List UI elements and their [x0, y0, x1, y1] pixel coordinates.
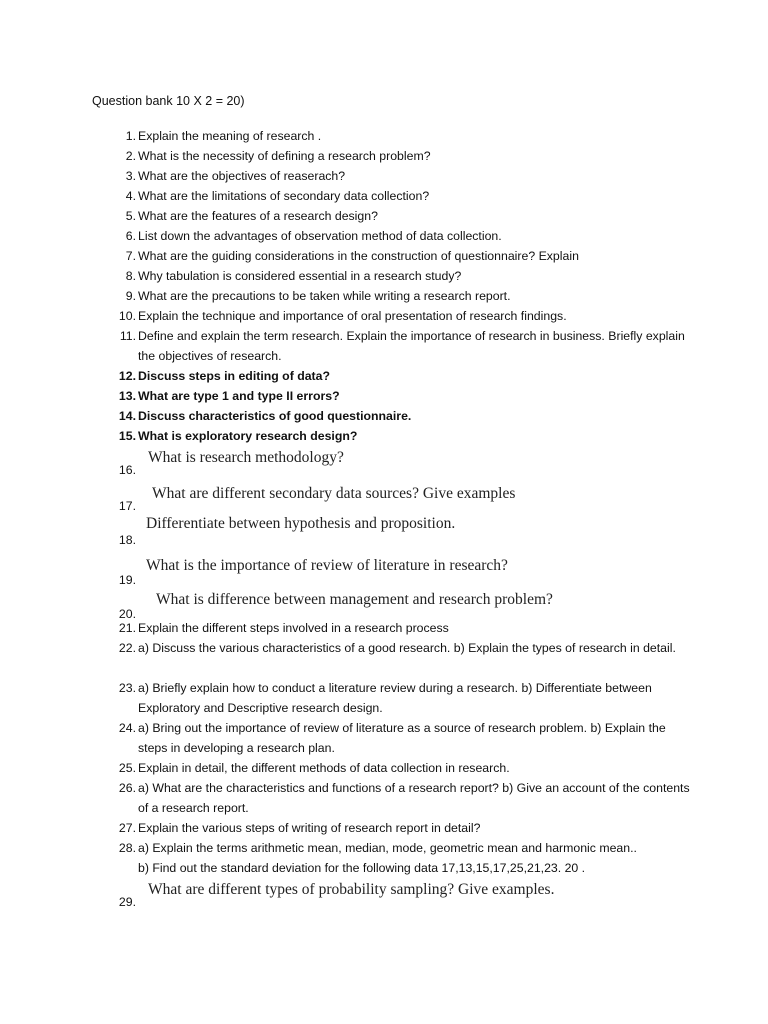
question-text: What is the necessity of defining a research problem? — [138, 149, 431, 163]
question-text: What are different secondary data sources? Give examples — [152, 485, 516, 502]
question-text: Explain in detail, the different methods of data collection in research. — [138, 761, 510, 775]
question-number: 21. — [118, 621, 136, 635]
question-number: 22. — [118, 641, 136, 655]
question-text: Differentiate between hypothesis and proposition. — [146, 515, 456, 532]
question-number: 7. — [125, 249, 136, 263]
question-number: 14. — [118, 409, 136, 423]
question-number: 23. — [118, 681, 136, 695]
question-number: 27. — [118, 821, 136, 835]
question-number: 13. — [118, 389, 136, 403]
question-text: Explain the different steps involved in a research process — [138, 621, 449, 635]
question-text: a) Explain the terms arithmetic mean, median, mode, geometric mean and harmonic mean.. — [138, 841, 637, 855]
question-number: 18. — [118, 533, 136, 547]
question-number: 16. — [118, 463, 136, 477]
question-text: Explain the technique and importance of oral presentation of research findings. — [138, 309, 567, 323]
question-text: Explain the various steps of writing of research report in detail? — [138, 821, 481, 835]
question-number: 12. — [118, 369, 136, 383]
question-text: What is exploratory research design? — [138, 429, 358, 443]
question-number: 1. — [125, 129, 136, 143]
question-number: 24. — [118, 721, 136, 735]
question-text: a) What are the characteristics and functions of a research report? b) Give an account of the contents of a research report. — [138, 781, 690, 815]
question-number: 15. — [118, 429, 136, 443]
question-number: 20. — [118, 607, 136, 621]
question-text: Discuss steps in editing of data? — [138, 369, 331, 383]
question-text: Explain the meaning of research . — [138, 129, 322, 143]
question-number: 10. — [118, 309, 136, 323]
question-text: What are the limitations of secondary data collection? — [138, 189, 430, 203]
question-text: a) Discuss the various characteristics of a good research. b) Explain the types of research in detail. — [138, 641, 676, 655]
question-number: 8. — [125, 269, 136, 283]
question-text: What are different types of probability sampling? Give examples. — [148, 881, 555, 898]
question-number: 11. — [119, 329, 136, 343]
question-text: Discuss characteristics of good questionnaire. — [138, 409, 412, 423]
question-text: What are the features of a research design? — [138, 209, 378, 223]
question-text: What are type 1 and type II errors? — [138, 389, 340, 403]
question-number: 19. — [118, 573, 136, 587]
question-text: What are the objectives of reaserach? — [138, 169, 346, 183]
question-number: 28. — [118, 841, 136, 855]
question-text: What is the importance of review of literature in research? — [146, 557, 508, 574]
question-number: 3. — [125, 169, 136, 183]
question-number: 25. — [118, 761, 136, 775]
question-text: What is difference between management and research problem? — [156, 591, 553, 608]
question-text: What is research methodology? — [148, 449, 344, 466]
question-text: What are the guiding considerations in the construction of questionnaire? Explain — [138, 249, 579, 263]
question-number: 9. — [125, 289, 136, 303]
question-text: a) Bring out the importance of review of literature as a source of research problem. b) Explain the steps in developing a research plan. — [138, 721, 666, 755]
question-number: 5. — [125, 209, 136, 223]
page-title: Question bank 10 X 2 = 20) — [92, 94, 245, 108]
question-text: Define and explain the term research. Explain the importance of research in business. Briefly explain the objectives of research. — [138, 329, 685, 363]
question-text: b) Find out the standard deviation for the following data 17,13,15,17,25,21,23. 20 . — [138, 861, 586, 875]
question-number: 4. — [125, 189, 136, 203]
question-number: 6. — [125, 229, 136, 243]
question-number: 17. — [118, 499, 136, 513]
question-number: 29. — [118, 895, 136, 909]
question-number: 2. — [125, 149, 136, 163]
question-number: 26. — [118, 781, 136, 795]
question-text: What are the precautions to be taken while writing a research report. — [138, 289, 511, 303]
question-text: Why tabulation is considered essential in a research study? — [138, 269, 462, 283]
question-text: List down the advantages of observation method of data collection. — [138, 229, 502, 243]
question-text: a) Briefly explain how to conduct a literature review during a research. b) Differentiate between Exploratory and Descriptive research design. — [138, 681, 652, 715]
